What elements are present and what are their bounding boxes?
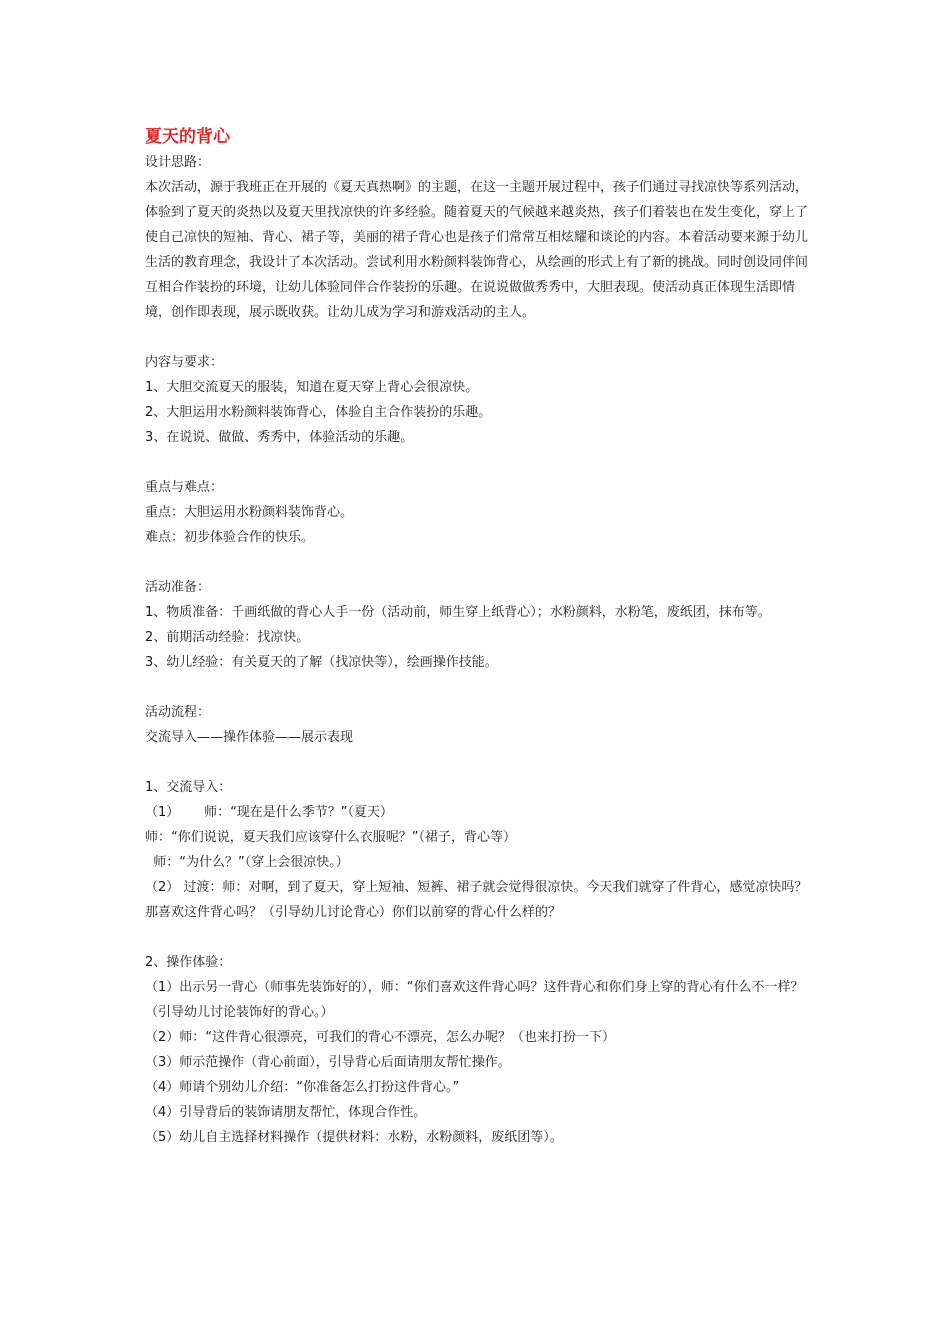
key-point: 重点：大胆运用水粉颜料装饰背心。 [145, 505, 354, 520]
section2-item: （4）引导背后的装饰请朋友帮忙，体现合作性。 [145, 1105, 427, 1120]
section2-heading: 2、操作体验： [145, 955, 232, 970]
section1-item: （1） 师：“现在是什么季节？”（夏天） [145, 805, 394, 820]
prep-item: 2、前期活动经验：找凉快。 [145, 630, 310, 645]
key-heading: 重点与难点： [145, 480, 224, 495]
prep-item: 1、物质准备：千画纸做的背心人手一份（活动前，师生穿上纸背心）；水粉颜料，水粉笔，废纸团，抹布等。 [145, 605, 771, 620]
prep-item: 3、幼儿经验：有关夏天的了解（找凉快等），绘画操作技能。 [145, 655, 498, 670]
requirement-item: 1、大胆交流夏天的服装，知道在夏天穿上背心会很凉快。 [145, 380, 479, 395]
flow-heading: 活动流程： [145, 705, 211, 720]
design-heading: 设计思路： [145, 155, 211, 170]
section1-item: （2） 过渡：师：对啊，到了夏天，穿上短袖、短裤、裙子就会觉得很凉快。今天我们就穿了件背心，感觉凉快吗？那喜欢这件背心吗？（引导幼儿讨论背心）你们以前穿的背心什么样的？ [145, 880, 808, 920]
flow-summary: 交流导入——操作体验——展示表现 [145, 730, 354, 745]
section2-item: （1）出示另一背心（师事先装饰好的），师：“你们喜欢这件背心吗？这件背心和你们身上穿的背心有什么不一样？（引导幼儿讨论装饰好的背心。） [145, 980, 804, 1020]
section1-heading: 1、交流导入： [145, 780, 232, 795]
requirements-heading: 内容与要求： [145, 355, 224, 370]
section1-item: 师：“为什么？”（穿上会很凉快。） [145, 855, 349, 870]
section2-item: （3）师示范操作（背心前面），引导背心后面请朋友帮忙操作。 [145, 1055, 511, 1070]
spacer [145, 675, 810, 700]
spacer [145, 450, 810, 475]
prep-heading: 活动准备： [145, 580, 211, 595]
section2-item: （4）师请个别幼儿介绍：“你准备怎么打扮这件背心。” [145, 1080, 460, 1095]
section2-item: （2）师：“这件背心很漂亮，可我们的背心不漂亮，怎么办呢？（也来打扮一下） [145, 1030, 616, 1045]
document-body [145, 124, 810, 1150]
spacer [145, 550, 810, 575]
requirement-item: 2、大胆运用水粉颜料装饰背心，体验自主合作装扮的乐趣。 [145, 405, 492, 420]
section1-item: 师：“你们说说，夏天我们应该穿什么衣服呢？”（裙子，背心等） [145, 830, 516, 845]
difficult-point: 难点：初步体验合作的快乐。 [145, 530, 315, 545]
spacer [145, 750, 810, 775]
design-paragraph: 本次活动，源于我班正在开展的《夏天真热啊》的主题，在这一主题开展过程中，孩子们通过寻找凉快等系列活动，体验到了夏天的炎热以及夏天里找凉快的许多经验。随着夏天的气候越来越炎热，孩子们着装也在发生变化，穿上了使自己凉快的短袖、背心、裙子等，美丽的裙子背心也是孩子们常常互相炫耀和谈论的内容。本着活动要来源于幼儿生活的教育理念，我设计了本次活动。尝试利用水粉颜料装饰背心，从绘画的形式上有了新的挑战。同时创设同伴间互相合作装扮的环境，让幼儿体验同伴合作装扮的乐趣。在说说做做秀秀中，大胆表现。使活动真正体现生活即情境，创作即表现，展示既收获。让幼儿成为学习和游戏活动的主人。 [145, 180, 809, 320]
spacer [145, 325, 810, 350]
section2-item: （5）幼儿自主选择材料操作（提供材料：水粉，水粉颜料，废纸团等）。 [145, 1130, 563, 1145]
document-title: 夏天的背心 [145, 127, 230, 147]
requirement-item: 3、在说说、做做、秀秀中，体验活动的乐趣。 [145, 430, 414, 445]
spacer [145, 925, 810, 950]
